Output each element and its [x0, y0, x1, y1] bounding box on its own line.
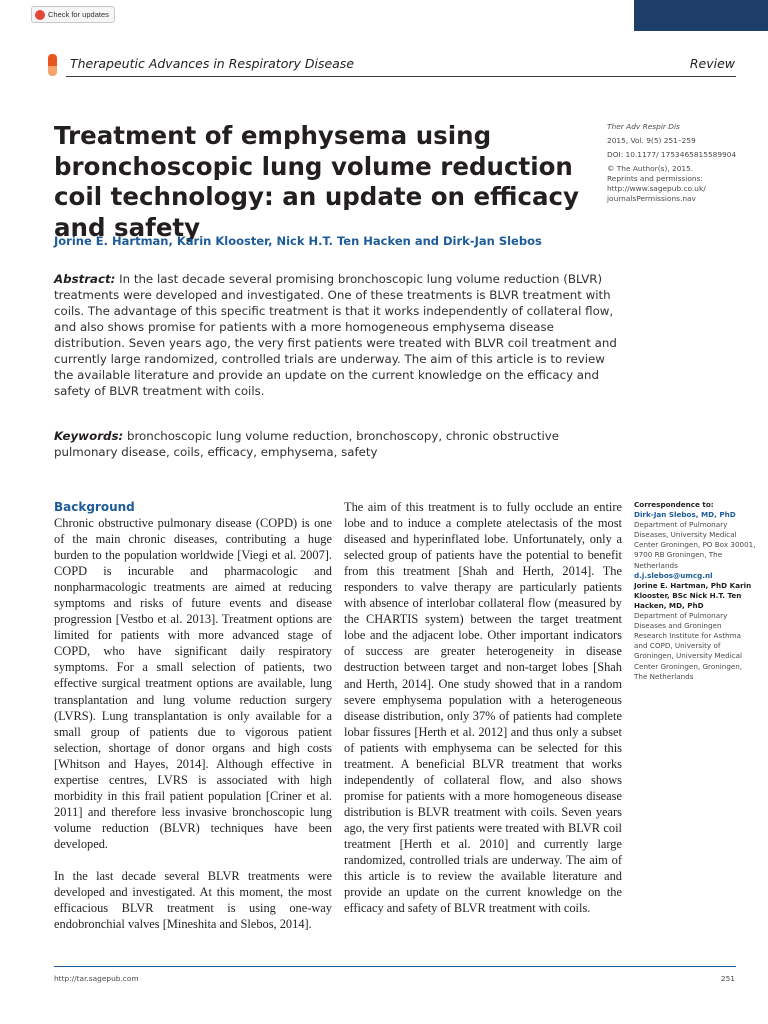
- section-heading-background: Background: [54, 500, 135, 514]
- correspondence-name: Dirk-Jan Slebos, MD, PhD: [634, 510, 736, 520]
- journal-abbreviation: Ther Adv Respir Dis: [607, 122, 680, 131]
- body-paragraph: The aim of this treatment is to fully occlude an entire lobe and to induce a complete atelectasis of the most diseased and hyperinflated lobe. Unfortunately, only a selected group of patients have the potential to benefit from this treatment [Shah and Herth, 2014]. The responders to valve therapy are particularly patients with absence of interlobar collateral flow (measured by the CHARTIS system) between the target treatment lobe and the adjacent lobe. Other important indicators of success are greater heterogeneity in disease destruction between target and non-target lobes [Shah and Herth, 2014]. One study showed that in a random severe emphysema population with a heterogeneous disease distribution, only 37% of patients had complete lobar fissures [Herth et al. 2012] and thus only a subset of patients with emphysema can be selected for this treatment. A beneficial BLVR treatment that works independently of collateral flow, and also shows promise for patients with a more homogeneous disease distribution is BLVR treatment with coils. Seven years ago, the very first patients were treated with BLVR coil treatment [Herth et al. 2010] and currently large randomized, controlled trials are underway. The aim of this article is to review the available literature and provide an update on the current knowledge on the efficacy and safety of BLVR treatment with coils.: [344, 500, 622, 916]
- volume-info: 2015, Vol. 9(5) 251–259: [607, 136, 696, 145]
- body-column-left: [54, 499, 332, 932]
- article-type-label: Review: [689, 56, 735, 71]
- body-column-right: [344, 499, 622, 916]
- article-title: Treatment of emphysema using bronchoscopic lung volume reduction coil technology: an update on efficacy and safety: [54, 121, 580, 242]
- header-divider: [66, 76, 736, 77]
- journal-name: Therapeutic Advances in Respiratory Disease: [70, 56, 355, 71]
- body-paragraph: Chronic obstructive pulmonary disease (COPD) is one of the main chronic diseases, contributing a huge burden to the population worldwide [Viegi et al. 2007]. COPD is incurable and pharmacologic and nonpharmacologic treatments are aimed at reducing symptoms and risks of future events and disease progression [Vestbo et al. 2013]. Treatment options are limited for patients with more advanced stage of COPD, who have significant daily respiratory symptoms. For a small selection of patients, two effective surgical treatment options are available, lung transplantation and lung volume reduction surgery (LVRS). Lung transplantation is only available for a small group of patients due to vigorous patient selection, shortage of donor organs and high costs [Whitson and Hayes, 2014]. Although effective in expertise centres, LVRS is associated with high morbidity in this frail patient population [Criner et al. 2011] and therefore less invasive bronchoscopic lung volume reduction (BLVR) techniques have been developed.: [54, 516, 332, 851]
- coauthor-list: Jorine E. Hartman, PhD Karin Klooster, BSc Nick H.T. Ten Hacken, MD, PhD: [634, 580, 752, 610]
- body-paragraph: In the last decade several BLVR treatments were developed and investigated. At this moment, the most efficacious BLVR treatment is using one-way endobronchial valves [Mineshita and Slebos, 2014].: [54, 868, 332, 932]
- correspondence-address: Department of Pulmonary Diseases, University Medical Center Groningen, PO Box 30001, 9700 RB Groningen, The Netherlands: [634, 520, 756, 570]
- check-for-updates-label: Check for updates: [48, 10, 109, 19]
- check-for-updates-badge[interactable]: [31, 6, 115, 23]
- correspondence-label: Correspondence to:: [634, 500, 714, 509]
- coauthor-affiliation: Department of Pulmonary Diseases and Groningen Research Institute for Asthma and COPD, University of Groningen, University Medical Center Groningen, Groningen, The Netherlands: [634, 611, 743, 681]
- copyright: © The Author(s), 2015.: [607, 164, 694, 173]
- footer-divider: [54, 966, 736, 967]
- journal-logo-bar: [48, 54, 57, 76]
- header-color-block: [634, 0, 768, 31]
- abstract-label: Abstract:: [54, 272, 116, 286]
- author-list: Jorine E. Hartman, Karin Klooster, Nick H.T. Ten Hacken and Dirk-Jan Slebos: [54, 234, 542, 248]
- abstract: [54, 271, 624, 399]
- abstract-text: In the last decade several promising bronchoscopic lung volume reduction (BLVR) treatments were developed and investigated. One of these treatments is BLVR treatment with coils. The advantage of this specific treatment is that it works independently of collateral flow, and also shows promise for patients with a more homogeneous emphysema disease distribution. Seven years ago, the very first patients were treated with BLVR coil treatment and currently large randomized, controlled trials are underway. The aim of this article is to review the available literature and provide an update on the current knowledge on the efficacy and safety of BLVR treatment with coils.: [54, 272, 617, 398]
- keywords-text: bronchoscopic lung volume reduction, bronchoscopy, chronic obstructive pulmonary disease, coils, efficacy, emphysema, safety: [54, 429, 560, 459]
- page-number: 251: [720, 974, 735, 983]
- update-icon: [35, 10, 45, 20]
- keywords: [54, 428, 624, 460]
- keywords-label: Keywords:: [54, 429, 124, 443]
- correspondence-email[interactable]: d.j.slebos@umcg.nl: [634, 570, 713, 580]
- footer-url[interactable]: http://tar.sagepub.com: [54, 974, 139, 983]
- correspondence-block: [634, 500, 756, 682]
- reprints-info: Reprints and permissions: http://www.sagepub.co.uk/ journalsPermissions.nav: [607, 174, 706, 203]
- article-metadata: [607, 122, 757, 208]
- doi: DOI: 10.1177/ 1753465815589904: [607, 150, 737, 159]
